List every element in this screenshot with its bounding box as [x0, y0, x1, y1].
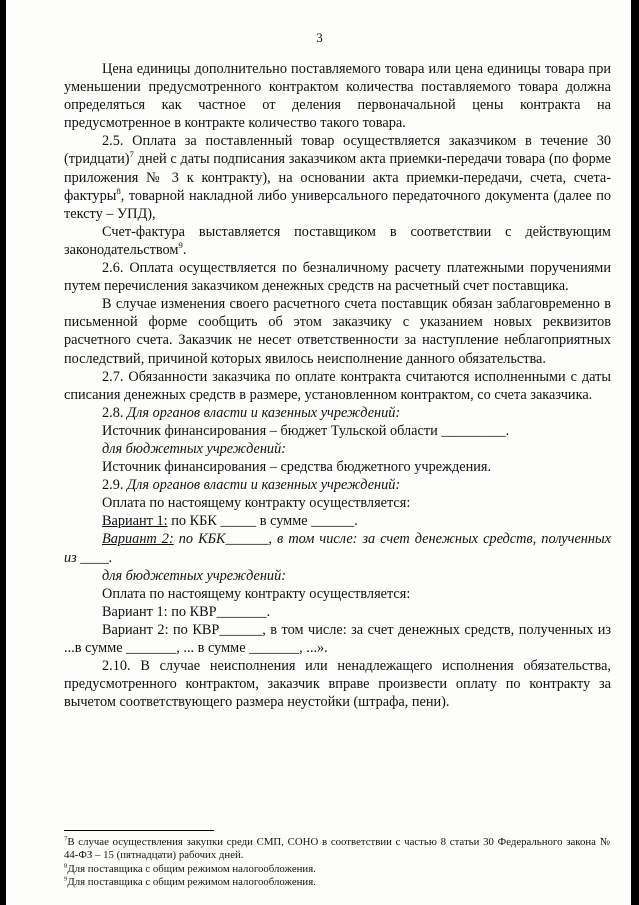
- paragraph: [64, 603, 611, 621]
- paragraph: [64, 368, 611, 404]
- footnote-ref: 9: [178, 240, 183, 251]
- paragraph: [64, 259, 611, 295]
- text-run: 2.5. Оплата за поставленный товар осуществляется заказчиком в течение 30 (тридцати): [64, 133, 611, 168]
- paragraph: [64, 295, 611, 367]
- text-run: Для органов власти и казенных учреждений:: [127, 404, 401, 421]
- paragraph: [64, 404, 611, 422]
- paragraph: [64, 494, 611, 512]
- paragraph: [64, 530, 611, 566]
- footnote-marker: 8: [64, 862, 68, 870]
- footnotes-list: [64, 836, 610, 890]
- paragraph: [64, 512, 611, 530]
- text-run: по КБК _____ в сумме ______.: [167, 513, 358, 530]
- paragraph: [64, 440, 611, 458]
- text-run: Оплата по настоящему контракту осуществляется:: [102, 585, 411, 602]
- text-run: Цена единицы дополнительно поставляемого товара или цена единицы товара при уменьшении предусмотренного контрактом количества поставляемого товара должна определяться как частное от деления первоначальной цены контракта на предусмотренное в контракте количество такого товара.: [64, 61, 611, 132]
- footnote-ref: 8: [116, 185, 121, 196]
- text-run: 2.7. Обязанности заказчика по оплате контракта считаются исполненными с даты списания денежных средств в размере, установленном контрактом, со счета заказчика.: [64, 368, 611, 403]
- footnote: [64, 836, 610, 863]
- page-number: 3: [316, 30, 323, 45]
- text-run: по КБК______, в том числе: за счет денежных средств, полученных из ____.: [64, 531, 612, 566]
- text-run: В случае изменения своего расчетного счета поставщик обязан заблаговременно в письменной форме сообщить об этом заказчику с указанием новых реквизитов расчетного счета. Заказчик не несет ответственности за наступление неблагоприятных последствий, причиной которых явилось неисполнение данного обязательства.: [64, 296, 611, 367]
- paragraph: [64, 585, 611, 603]
- text-run: 2.6. Оплата осуществляется по безналичному расчету платежными поручениями путем перечисления заказчиком денежных средств на расчетный счет поставщика.: [64, 260, 611, 295]
- footnote-marker: 9: [64, 875, 68, 883]
- footnote-separator: [64, 830, 214, 831]
- text-run: Счет-фактура выставляется поставщиком в соответствии с действующим законодательством: [64, 223, 611, 258]
- paragraph: [64, 476, 611, 494]
- footnote: [64, 876, 610, 889]
- document-body: [64, 60, 611, 711]
- text-run: Вариант 1: по КВР_______.: [102, 603, 271, 620]
- scan-artifact-right: [631, 0, 639, 905]
- footnote-ref: 7: [129, 149, 134, 160]
- scan-artifact-left: [0, 0, 6, 905]
- text-run: Источник финансирования – бюджет Тульской области _________.: [102, 422, 510, 439]
- text-run: Вариант 2: по КВР______, в том числе: за счет денежных средств, полученных из ...в сумме _______, ... в сумме _______, ...».: [64, 621, 611, 656]
- text-run: для бюджетных учреждений:: [102, 440, 286, 457]
- text-run: Для органов власти и казенных учреждений:: [127, 477, 401, 494]
- text-run: 2.10. В случае неисполнения или ненадлежащего исполнения обязательства, предусмотренного контрактом, заказчик вправе произвести оплату по контракту за вычетом соответствующего размера неустойки (штрафа, пени).: [64, 658, 611, 711]
- paragraph: [64, 657, 611, 711]
- text-run: .: [182, 241, 187, 258]
- paragraph: [64, 458, 611, 476]
- text-run: Источник финансирования – средства бюджетного учреждения.: [102, 459, 492, 476]
- text-run: для бюджетных учреждений:: [102, 567, 286, 584]
- footnotes-section: [64, 830, 610, 890]
- text-run: Вариант 2:: [102, 531, 174, 548]
- paragraph: [64, 223, 611, 259]
- paragraph: [64, 60, 611, 132]
- footnote-marker: 7: [64, 835, 68, 843]
- footnote: [64, 863, 610, 876]
- footnote-text: В случае осуществления закупки среди СМП, СОНО в соответствии с частью 8 статьи 30 Федерального закона № 44-ФЗ – 15 (пятнадцати) рабочих дней.: [64, 836, 610, 862]
- text-run: Вариант 1:: [102, 513, 168, 530]
- paragraph: [64, 621, 611, 657]
- paragraph: [64, 422, 611, 440]
- footnote-text: Для поставщика с общим режимом налогообложения.: [67, 862, 316, 875]
- paragraph: [64, 132, 611, 222]
- text-run: дней с даты подписания заказчиком акта приемки-передачи товара (по форме приложения № 3 к контракту), на основании акта приемки-передачи, счета, счета-фактуры: [64, 151, 611, 204]
- text-run: 2.8.: [102, 404, 128, 421]
- paragraph: [64, 567, 611, 585]
- text-run: , товарной накладной либо универсального передаточного документа (далее по тексту – УПД),: [64, 187, 611, 222]
- text-run: Оплата по настоящему контракту осуществляется:: [102, 495, 411, 512]
- footnote-text: Для поставщика с общим режимом налогообложения.: [67, 876, 316, 889]
- text-run: 2.9.: [102, 477, 128, 494]
